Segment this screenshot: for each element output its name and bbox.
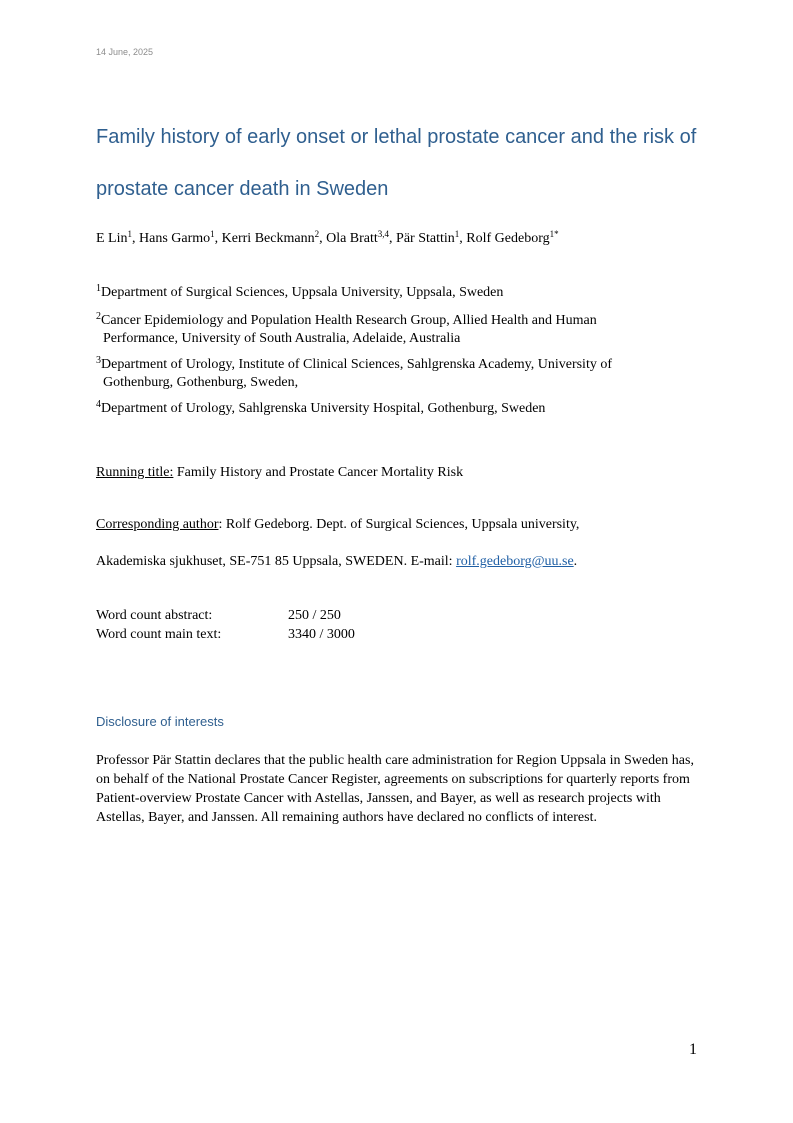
- author-affiliation-mark: 2: [314, 229, 320, 239]
- paper-title: Family history of early onset or lethal prostate cancer and the risk of prostate cancer death in Sweden: [96, 126, 697, 200]
- page-number: 1: [689, 1041, 697, 1058]
- author-name: Ola Bratt: [326, 231, 378, 246]
- affiliation: [96, 312, 706, 348]
- corresponding-author: [96, 517, 579, 533]
- word-count-main-text: [96, 627, 355, 643]
- affiliation: [96, 400, 706, 418]
- affiliation-text: Department of Surgical Sciences, Uppsala University, Uppsala, Sweden: [101, 285, 504, 300]
- running-title-label: Running title:: [96, 465, 174, 480]
- affiliation-number: 4: [96, 399, 101, 410]
- affiliation-number: 2: [96, 311, 101, 322]
- word-count-label: Word count abstract:: [96, 608, 213, 623]
- corresponding-author-text: : Rolf Gedeborg. Dept. of Surgical Sciences, Uppsala university,: [218, 517, 580, 532]
- affiliation-text: Department of Urology, Institute of Clinical Sciences, Sahlgrenska Academy, University of: [101, 357, 612, 372]
- document-date: 14 June, 2025: [96, 47, 154, 57]
- running-title: [96, 465, 463, 481]
- affiliation: [96, 284, 706, 302]
- corresponding-address-end: .: [573, 554, 578, 569]
- affiliation: [96, 356, 706, 392]
- author-name: Kerri Beckmann: [221, 231, 315, 246]
- author-name: Pär Stattin: [396, 231, 455, 246]
- word-count-label: Word count main text:: [96, 627, 222, 642]
- author-name: Hans Garmo: [139, 231, 211, 246]
- affiliation-text: Department of Urology, Sahlgrenska University Hospital, Gothenburg, Sweden: [101, 401, 546, 416]
- author-list: E Lin$^1$, Hans Garmo$^1$, Kerri Beckmann$^2$, Ola Bratt$^{3,4}$, Pär Stattin$^1$, Rolf Gedeborg$^{1*}$: [96, 229, 559, 246]
- affiliation-text-continued: Performance, University of South Australia, Adelaide, Australia: [103, 331, 461, 346]
- affiliation-text: Cancer Epidemiology and Population Health Research Group, Allied Health and Human: [101, 313, 597, 328]
- running-title-text: Family History and Prostate Cancer Mortality Risk: [173, 465, 464, 480]
- author-affiliation-mark: 1: [210, 229, 215, 239]
- affiliation-number: 1: [96, 283, 101, 294]
- corresponding-author-label: Corresponding author: [96, 517, 219, 532]
- affiliation-text-continued: Gothenburg, Gothenburg, Sweden,: [103, 375, 299, 390]
- word-count-value: 250 / 250: [288, 608, 341, 623]
- email-link[interactable]: rolf.gedeborg@uu.se: [456, 554, 574, 569]
- corresponding-address-text: Akademiska sjukhuset, SE-751 85 Uppsala, SWEDEN. E-mail:: [96, 554, 457, 569]
- author-name: E Lin: [96, 231, 128, 246]
- author-affiliation-mark: 1: [454, 229, 460, 239]
- corresponding-author-address: [96, 554, 577, 570]
- word-count-abstract: [96, 608, 341, 624]
- affiliation-number: 3: [96, 355, 101, 366]
- author-affiliation-mark: 1*: [549, 229, 559, 239]
- disclosure-text: Professor Pär Stattin declares that the public health care administration for Region Uppsala in Sweden has, on behalf of the National Prostate Cancer Register, agreements on subscriptions for quarterly reports from Patient-overview Prostate Cancer with Astellas, Janssen, and Bayer, as well as research projects with Astellas, Bayer, and Janssen. All remaining authors have declared no conflicts of interest.: [96, 753, 694, 825]
- author-affiliation-mark: 1: [127, 229, 132, 239]
- author-affiliation-mark: 3,4: [377, 229, 390, 239]
- disclosure-heading: Disclosure of interests: [96, 714, 224, 729]
- author-name: Rolf Gedeborg: [466, 231, 550, 246]
- word-count-value: 3340 / 3000: [288, 627, 355, 642]
